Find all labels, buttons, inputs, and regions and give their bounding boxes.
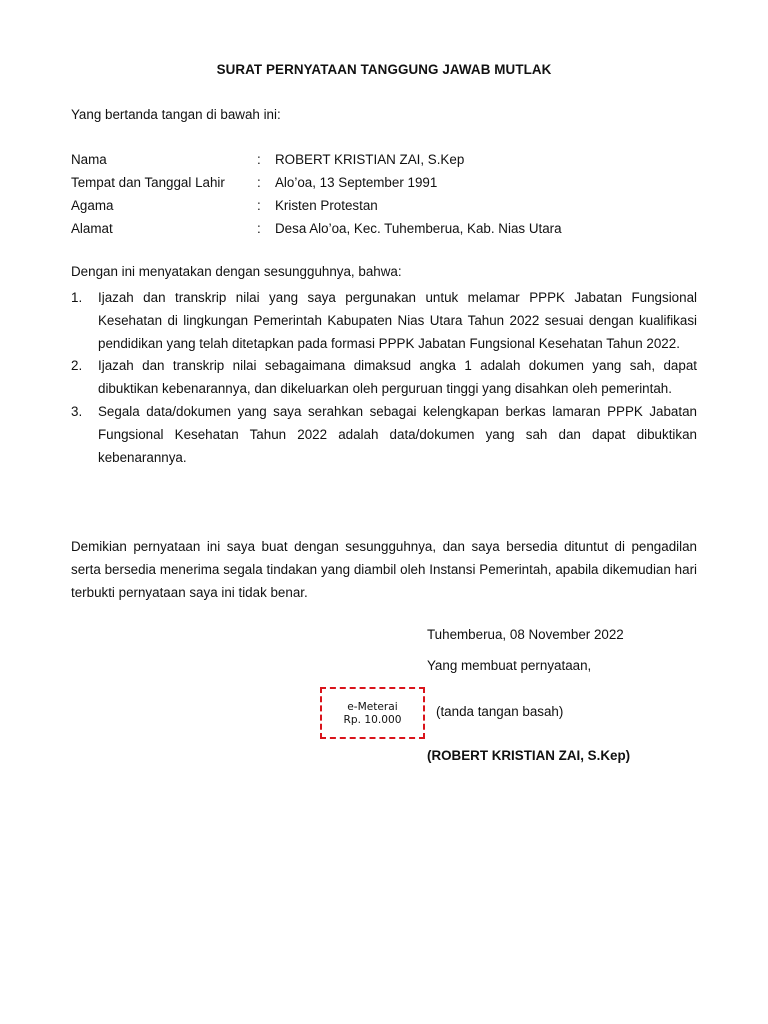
identity-row-nama	[71, 151, 711, 174]
list-item	[71, 401, 697, 469]
identity-colon: :	[257, 152, 261, 167]
signature-place-date: Tuhemberua, 08 November 2022	[427, 627, 624, 642]
list-item-number: 1.	[71, 290, 83, 305]
identity-row-agama	[71, 197, 711, 220]
identity-value: Desa Alo’oa, Kec. Tuhemberua, Kab. Nias Utara	[275, 221, 562, 236]
intro-text: Yang bertanda tangan di bawah ini:	[71, 107, 281, 122]
identity-label: Nama	[71, 152, 107, 167]
list-item-text: Ijazah dan transkrip nilai yang saya pergunakan untuk melamar PPPK Jabatan Fungsional Kesehatan di lingkungan Pemerintah Kabupaten Nias Utara Tahun 2022 sesuai dengan kualifikasi pendidikan yang telah ditetapkan pada formasi PPPK Jabatan Fungsional Kesehatan Tahun 2022.	[98, 290, 697, 351]
document-title: SURAT PERNYATAAN TANGGUNG JAWAB MUTLAK	[216, 62, 552, 77]
identity-row-ttl	[71, 174, 711, 197]
list-item-text: Segala data/dokumen yang saya serahkan sebagai kelengkapan berkas lamaran PPPK Jabatan Fungsional Kesehatan Tahun 2022 adalah data/dokumen yang sah dan dapat dibuktikan kebenarannya.	[98, 403, 697, 465]
stamp-value: Rp. 10.000	[343, 714, 402, 726]
identity-value: Kristen Protestan	[275, 198, 378, 213]
list-item	[71, 355, 697, 401]
list-item-number: 2.	[71, 358, 83, 374]
signature-block	[427, 626, 727, 675]
e-meterai-stamp	[320, 687, 425, 739]
statement-lead: Dengan ini menyatakan dengan sesungguhnya, bahwa:	[71, 264, 402, 279]
identity-colon: :	[257, 175, 261, 190]
identity-label: Agama	[71, 198, 114, 213]
signer-name: (ROBERT KRISTIAN ZAI, S.Kep)	[427, 748, 631, 763]
list-item-text: Ijazah dan transkrip nilai sebagaimana dimaksud angka 1 adalah dokumen yang sah, dapat dibuktikan kebenarannya, dan dikeluarkan oleh perguruan tinggi yang disahkan oleh pemerintah.	[98, 358, 697, 397]
signature-maker-label: Yang membuat pernyataan,	[427, 658, 592, 673]
identity-table	[71, 151, 711, 243]
identity-value: ROBERT KRISTIAN ZAI, S.Kep	[275, 152, 465, 167]
stamp-label: e-Meterai	[347, 701, 398, 713]
list-item-number: 3.	[71, 403, 83, 419]
identity-row-alamat	[71, 220, 711, 243]
identity-label: Tempat dan Tanggal Lahir	[71, 175, 225, 190]
signature-note: (tanda tangan basah)	[436, 704, 564, 719]
statement-list	[71, 287, 697, 469]
list-item	[71, 287, 697, 355]
identity-label: Alamat	[71, 221, 113, 236]
identity-colon: :	[257, 221, 261, 236]
identity-value: Alo’oa, 13 September 1991	[275, 175, 438, 190]
identity-colon: :	[257, 198, 261, 213]
closing-paragraph: Demikian pernyataan ini saya buat dengan sesungguhnya, dan saya bersedia dituntut di pengadilan serta bersedia menerima segala tindakan yang diambil oleh Instansi Pemerintah, apabila dikemudian hari terbukti pernyataan saya ini tidak benar.	[71, 539, 697, 600]
